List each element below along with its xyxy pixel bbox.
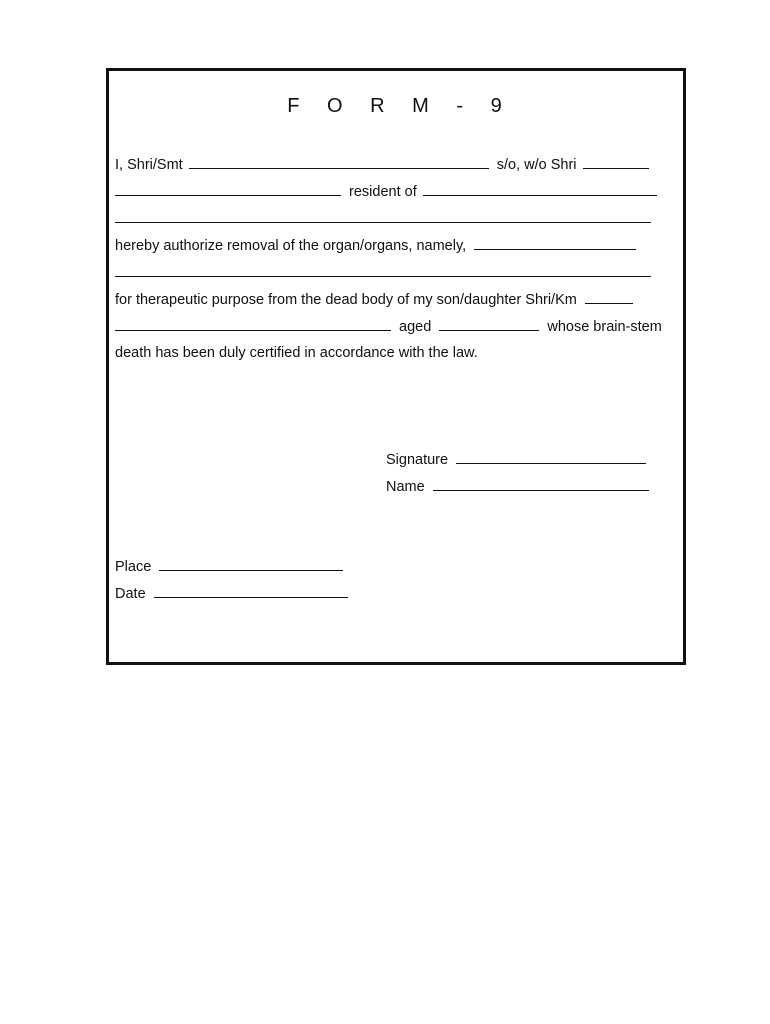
residence-field-cont[interactable] [115, 209, 651, 223]
organs-field-cont[interactable] [115, 263, 651, 277]
certified-text: death has been duly certified in accordance with the law. [115, 345, 478, 361]
age-field[interactable] [439, 317, 539, 331]
father-husband-name-field-cont[interactable] [115, 182, 341, 196]
therapeutic-text: for therapeutic purpose from the dead body of my son/daughter Shri/Km [115, 292, 577, 308]
brain-stem-text: whose brain-stem [547, 319, 662, 335]
place-field[interactable] [159, 557, 343, 571]
date-row [115, 584, 348, 603]
form-title: F O R M - 9 [287, 95, 513, 117]
date-label: Date [115, 586, 146, 602]
deceased-name-field[interactable] [585, 290, 633, 304]
deceased-name-field-cont[interactable] [115, 317, 391, 331]
aged-label: aged [399, 319, 432, 335]
date-field[interactable] [154, 584, 348, 598]
authorize-text: hereby authorize removal of the organ/organs, namely, [115, 238, 467, 254]
line-authorize [115, 236, 636, 255]
organs-field[interactable] [474, 236, 636, 250]
residence-field[interactable] [423, 182, 657, 196]
resident-of-label: resident of [349, 184, 417, 200]
signature-label: Signature [386, 452, 449, 468]
place-row [115, 557, 343, 576]
father-husband-name-field[interactable] [583, 155, 649, 169]
line-residence-cont [115, 209, 651, 228]
line-aged [115, 317, 662, 336]
signature-field[interactable] [456, 450, 646, 464]
line-therapeutic [115, 290, 633, 309]
line-certified [115, 344, 478, 362]
signature-row [386, 450, 646, 469]
shri-smt-name-field[interactable] [189, 155, 489, 169]
name-label: Name [386, 479, 425, 495]
line-resident-of [115, 182, 657, 201]
so-wo-shri-label: s/o, w/o Shri [496, 157, 577, 173]
line-organs-cont [115, 263, 651, 282]
shri-smt-label: I, Shri/Smt [115, 157, 183, 173]
name-row [386, 477, 649, 496]
form-frame [106, 68, 686, 665]
name-field[interactable] [433, 477, 649, 491]
line-shri-smt [115, 155, 649, 174]
place-label: Place [115, 559, 152, 575]
